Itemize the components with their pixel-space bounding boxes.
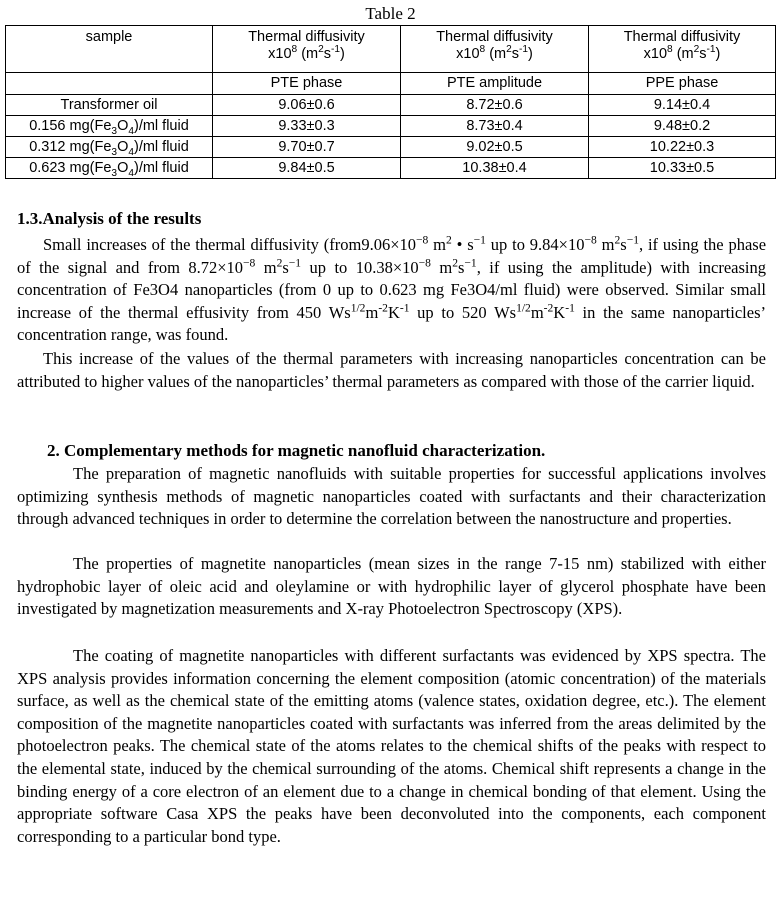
sample-text: )/ml fluid xyxy=(133,118,189,134)
superscript: 2 xyxy=(614,234,621,247)
superscript: −1 xyxy=(464,257,477,270)
header-unit-sup: 8 xyxy=(291,44,298,56)
value-cell: 8.72±0.6 xyxy=(401,95,589,116)
header-unit-part: (m xyxy=(297,46,319,62)
text-run: m xyxy=(430,257,453,277)
superscript: -1 xyxy=(565,302,575,315)
superscript: -2 xyxy=(543,302,554,315)
table-row xyxy=(6,116,776,137)
text-run: , if using the amplitude) with increasing concentration of Fe3O4 nanoparticles (from 0 up to 0.623 mg Fe3O4/ml fluid) were observed. Similar small increase of the thermal effusivity from 450 Ws xyxy=(17,257,766,322)
paragraph-complementary-2: The properties of magnetite nanoparticles (mean sizes in the range 7-15 nm) stabilized with either hydrophobic layer of oleic acid and oleylamine or with hydrophilic layer of glycerol phosphate have been investigated by magnetization measurements and X-ray Photoelectron Spectroscopy (XPS). xyxy=(17,554,766,619)
table-row xyxy=(6,137,776,158)
sample-subscript: 4 xyxy=(128,146,134,158)
sample-cell xyxy=(6,137,213,158)
value-cell: 9.48±0.2 xyxy=(589,116,776,137)
superscript: 1/2 xyxy=(516,302,531,315)
header-unit-part: x10 xyxy=(643,46,668,62)
superscript: -1 xyxy=(399,302,410,315)
paragraph-complementary-3: The coating of magnetite nanoparticles with different surfactants was evidenced by XPS spectra. The XPS analysis provides information concerning the element composition (atomic concentration) of the materials surface, as well as the chemical state of the emitting atoms (valence states, oxidation degree, etc.). The element composition of the magnetite nanoparticles coated with surfactants was inferred from the areas delimited by the photoelectron peaks. The chemical state of the atoms relates to the chemical shifts of the peaks with respect to the elemental state, induced by the chemical surrounding of the atoms. Chemical shift represents a change in the binding energy of a core electron of an element due to a change in chemical bonding of that element. Using the appropriate software Casa XPS the peaks have been deconvoluted into the components, each component corresponding to a particular bond type. xyxy=(17,646,766,846)
text-run: Small increases of the thermal diffusivity (from9.06×10 xyxy=(43,235,416,254)
text-run: K xyxy=(387,302,400,322)
superscript: 2 xyxy=(452,257,458,270)
header-cell-pte-amplitude xyxy=(401,26,589,73)
text-run: up to 9.84×10 xyxy=(485,235,585,254)
value-cell: 10.22±0.3 xyxy=(589,137,776,158)
superscript: −8 xyxy=(243,257,256,270)
sample-cell xyxy=(6,116,213,137)
header-unit-part: s xyxy=(699,46,707,62)
superscript: 2 xyxy=(445,234,452,247)
text-run: • s xyxy=(451,235,474,254)
sample-cell: Transformer oil xyxy=(6,95,213,116)
subheader-cell: PTE amplitude xyxy=(401,73,589,95)
superscript: −8 xyxy=(416,234,429,247)
subheader-cell xyxy=(6,73,213,95)
sample-text: )/ml fluid xyxy=(133,139,189,155)
header-unit-part: s xyxy=(511,46,519,62)
value-cell: 10.38±0.4 xyxy=(401,158,589,179)
header-cell-ppe-phase xyxy=(589,26,776,73)
header-unit-part: x10 xyxy=(268,46,292,62)
value-cell: 9.33±0.3 xyxy=(213,116,401,137)
text-run: in the same nanoparticles’ concentration range, was found. xyxy=(17,302,766,345)
value-cell: 9.84±0.5 xyxy=(213,158,401,179)
header-unit-part: s xyxy=(323,46,331,62)
value-cell: 8.73±0.4 xyxy=(401,116,589,137)
table-header-row xyxy=(6,26,776,73)
header-unit-sup: -1 xyxy=(706,44,716,56)
sample-text: )/ml fluid xyxy=(133,160,189,176)
superscript: −1 xyxy=(288,257,302,270)
sample-text: O xyxy=(117,139,129,155)
value-cell: 10.33±0.5 xyxy=(589,158,776,179)
text-run: s xyxy=(457,257,465,277)
sample-text: 0.623 mg(Fe xyxy=(29,160,112,176)
header-unit-part: (m xyxy=(485,46,507,62)
table-caption: Table 2 xyxy=(365,4,416,23)
header-unit-part: ) xyxy=(340,46,345,62)
header-unit-sup: 8 xyxy=(479,44,486,56)
text-run: m xyxy=(255,257,277,277)
superscript: −1 xyxy=(626,234,639,247)
text-run: , if using the phase of the signal and from 8.72×10 xyxy=(17,235,767,277)
header-cell-sample xyxy=(6,26,213,73)
subheader-cell: PPE phase xyxy=(589,73,776,95)
header-label: sample xyxy=(85,29,133,45)
sample-text: 0.156 mg(Fe xyxy=(29,118,112,134)
header-unit-sup: 2 xyxy=(693,44,700,56)
sample-subscript: 4 xyxy=(128,125,134,137)
header-unit-part: (m xyxy=(672,46,694,62)
table-row xyxy=(6,158,776,179)
header-label: Thermal diffusivity xyxy=(623,29,741,45)
data-table xyxy=(5,25,776,179)
paragraph-analysis-1 xyxy=(17,234,766,347)
sample-subscript: 4 xyxy=(128,167,134,179)
text-run: s xyxy=(282,257,289,277)
superscript: 2 xyxy=(276,257,283,270)
superscript: −1 xyxy=(473,234,486,247)
header-cell-pte-phase xyxy=(213,26,401,73)
sample-text: O xyxy=(117,160,129,176)
value-cell: 9.14±0.4 xyxy=(589,95,776,116)
value-cell: 9.02±0.5 xyxy=(401,137,589,158)
sample-text: O xyxy=(117,118,129,134)
header-unit-part: ) xyxy=(715,46,721,62)
text-run: m xyxy=(596,235,615,254)
sample-cell xyxy=(6,158,213,179)
text-run: m xyxy=(428,235,446,254)
superscript: 1/2 xyxy=(350,302,366,315)
superscript: −8 xyxy=(584,234,597,247)
text-run: s xyxy=(620,235,627,254)
subheader-cell: PTE phase xyxy=(213,73,401,95)
sample-subscript: 3 xyxy=(111,125,118,137)
header-unit-sup: -1 xyxy=(519,44,529,56)
text-run: m xyxy=(530,302,544,322)
value-cell: 9.06±0.6 xyxy=(213,95,401,116)
text-run: K xyxy=(553,302,566,322)
sample-text: 0.312 mg(Fe xyxy=(29,139,112,155)
table-row xyxy=(6,95,776,116)
header-unit-part: x10 xyxy=(456,46,480,62)
paragraph-analysis-2: This increase of the values of the thermal parameters with increasing nanoparticles concentration can be attributed to higher values of the nanoparticles’ thermal parameters as compared with those of the carrier liquid. xyxy=(17,349,766,391)
section-heading-complementary: 2. Complementary methods for magnetic nanofluid characterization. xyxy=(47,441,546,460)
header-unit-part: ) xyxy=(528,46,533,62)
header-unit-sup: 8 xyxy=(667,44,673,56)
paragraph-complementary-1: The preparation of magnetic nanofluids with suitable properties for successful applications involves optimizing synthesis methods of magnetic nanoparticles coated with surfactants and their characterization through advanced techniques in order to determine the correlation between the nanostructure and properties. xyxy=(17,464,766,529)
sample-subscript: 3 xyxy=(111,167,118,179)
header-unit-sup: 2 xyxy=(506,44,512,56)
header-unit-sup: 2 xyxy=(318,44,324,56)
superscript: -2 xyxy=(378,302,388,315)
value-cell: 9.70±0.7 xyxy=(213,137,401,158)
sample-subscript: 3 xyxy=(111,146,118,158)
text-run: up to 10.38×10 xyxy=(301,257,419,277)
header-unit-sup: -1 xyxy=(331,44,341,56)
superscript: −8 xyxy=(418,257,431,270)
table-subheader-row xyxy=(6,73,776,95)
header-label: Thermal diffusivity xyxy=(436,29,553,45)
text-run: m xyxy=(365,302,379,322)
section-heading-analysis: 1.3.Analysis of the results xyxy=(17,209,202,228)
text-run: up to 520 Ws xyxy=(409,302,517,322)
header-label: Thermal diffusivity xyxy=(248,29,365,45)
